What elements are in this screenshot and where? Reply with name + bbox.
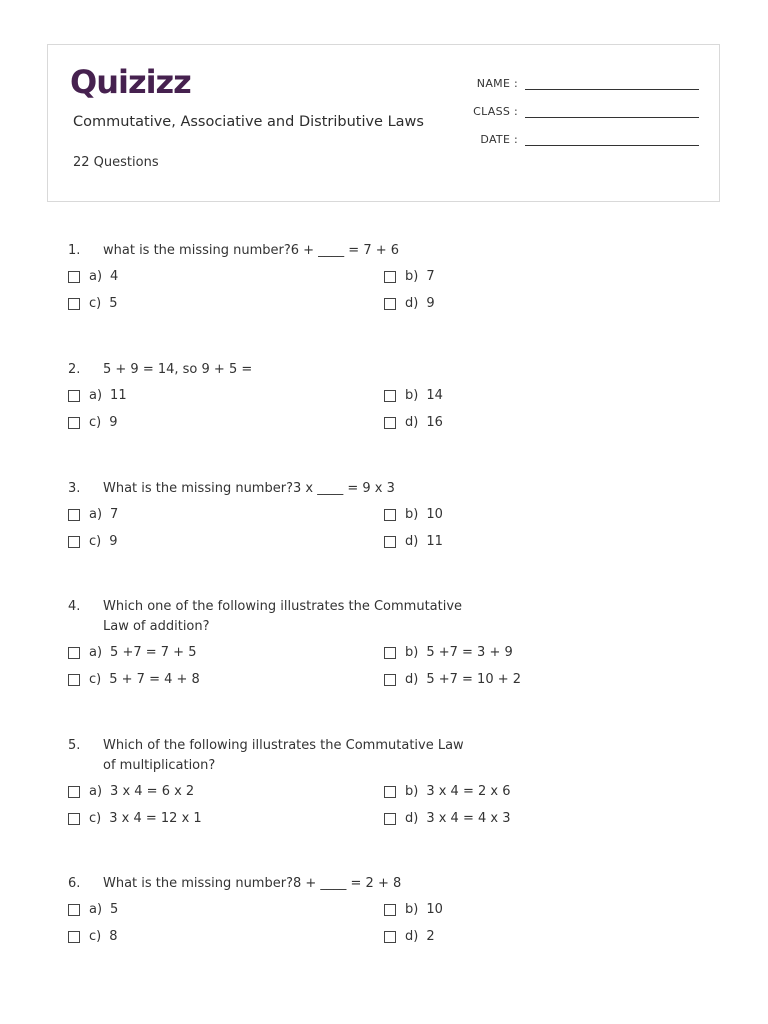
checkbox[interactable]	[384, 786, 396, 798]
option-b[interactable]	[384, 386, 700, 406]
checkbox[interactable]	[68, 674, 80, 686]
question-number: 6.	[68, 876, 81, 891]
option-letter: d)	[405, 672, 419, 687]
option-letter: d)	[405, 534, 419, 549]
option-letter: c)	[89, 415, 102, 430]
question-text: 5 + 9 = 14, so 9 + 5 =	[103, 362, 253, 377]
question-1	[68, 241, 728, 314]
option-b[interactable]	[384, 782, 700, 802]
checkbox[interactable]	[68, 647, 80, 659]
option-text: 7	[426, 269, 435, 284]
option-letter: c)	[89, 672, 102, 687]
option-text: 14	[426, 388, 443, 403]
class-field	[473, 105, 699, 118]
class-label: CLASS :	[473, 105, 518, 118]
class-blank-line	[525, 105, 699, 118]
option-a[interactable]	[68, 643, 384, 663]
name-blank-line	[525, 77, 699, 90]
option-d[interactable]	[384, 670, 700, 690]
option-b[interactable]	[384, 900, 700, 920]
option-letter: b)	[405, 784, 419, 799]
option-c[interactable]	[68, 532, 384, 552]
option-c[interactable]	[68, 927, 384, 947]
option-text: 8	[109, 929, 118, 944]
option-letter: b)	[405, 645, 419, 660]
option-letter: c)	[89, 296, 102, 311]
option-text: 3 x 4 = 6 x 2	[110, 784, 195, 799]
option-letter: b)	[405, 507, 419, 522]
option-letter: b)	[405, 269, 419, 284]
option-text: 9	[109, 415, 118, 430]
quizizz-logo-mark	[70, 63, 205, 103]
checkbox[interactable]	[384, 904, 396, 916]
option-text: 5	[110, 902, 119, 917]
option-b[interactable]	[384, 505, 700, 525]
checkbox[interactable]	[384, 813, 396, 825]
option-text: 5 + 7 = 4 + 8	[109, 672, 200, 687]
option-letter: c)	[89, 811, 102, 826]
option-letter: a)	[89, 388, 103, 403]
checkbox[interactable]	[68, 931, 80, 943]
option-a[interactable]	[68, 900, 384, 920]
option-text: 5	[109, 296, 118, 311]
checkbox[interactable]	[68, 786, 80, 798]
name-label: NAME :	[476, 77, 518, 90]
option-c[interactable]	[68, 670, 384, 690]
option-d[interactable]	[384, 294, 700, 314]
question-text: What is the missing number?3 x ____ = 9 x 3	[103, 481, 395, 496]
question-number: 5.	[68, 738, 81, 753]
checkbox[interactable]	[384, 509, 396, 521]
option-letter: b)	[405, 388, 419, 403]
option-letter: b)	[405, 902, 419, 917]
question-6	[68, 874, 728, 947]
option-text: 5 +7 = 10 + 2	[426, 672, 522, 687]
option-text: 11	[110, 388, 127, 403]
option-d[interactable]	[384, 532, 700, 552]
question-number: 4.	[68, 599, 81, 614]
checkbox[interactable]	[68, 904, 80, 916]
option-text: 3 x 4 = 4 x 3	[426, 811, 511, 826]
name-field	[477, 77, 699, 90]
question-4	[68, 597, 728, 690]
option-c[interactable]	[68, 809, 384, 829]
option-d[interactable]	[384, 927, 700, 947]
option-letter: d)	[405, 811, 419, 826]
worksheet-header	[47, 44, 720, 202]
question-number: 2.	[68, 362, 81, 377]
option-letter: a)	[89, 269, 103, 284]
question-text: What is the missing number?8 + ____ = 2 + 8	[103, 876, 402, 891]
checkbox[interactable]	[384, 298, 396, 310]
date-label: DATE :	[480, 133, 518, 146]
checkbox[interactable]	[384, 271, 396, 283]
option-text: 9	[426, 296, 435, 311]
option-letter: d)	[405, 415, 419, 430]
option-d[interactable]	[384, 413, 700, 433]
option-text: 7	[110, 507, 119, 522]
checkbox[interactable]	[68, 298, 80, 310]
checkbox[interactable]	[384, 390, 396, 402]
option-c[interactable]	[68, 294, 384, 314]
option-letter: c)	[89, 929, 102, 944]
option-letter: d)	[405, 929, 419, 944]
checkbox[interactable]	[68, 271, 80, 283]
option-text: 2	[426, 929, 435, 944]
option-text: 5 +7 = 3 + 9	[426, 645, 513, 660]
question-number: 3.	[68, 481, 81, 496]
question-5	[68, 736, 728, 829]
option-a[interactable]	[68, 782, 384, 802]
question-count: 22 Questions	[73, 155, 159, 170]
question-text: Which of the following illustrates the Commutative Law of multiplication?	[103, 738, 464, 773]
option-letter: a)	[89, 784, 103, 799]
question-number: 1.	[68, 243, 81, 258]
option-text: 10	[426, 902, 443, 917]
question-text: what is the missing number?6 + ____ = 7 + 6	[103, 243, 400, 258]
option-a[interactable]	[68, 267, 384, 287]
option-d[interactable]	[384, 809, 700, 829]
option-a[interactable]	[68, 505, 384, 525]
option-letter: a)	[89, 902, 103, 917]
option-text: 4	[110, 269, 119, 284]
checkbox[interactable]	[384, 674, 396, 686]
option-text: 5 +7 = 7 + 5	[110, 645, 197, 660]
option-b[interactable]	[384, 267, 700, 287]
option-a[interactable]	[68, 386, 384, 406]
checkbox[interactable]	[68, 417, 80, 429]
worksheet-title: Commutative, Associative and Distributive Laws	[73, 114, 424, 130]
checkbox[interactable]	[384, 417, 396, 429]
checkbox[interactable]	[68, 536, 80, 548]
date-blank-line	[525, 133, 699, 146]
checkbox[interactable]	[384, 647, 396, 659]
option-text: 11	[426, 534, 443, 549]
option-text: 9	[109, 534, 118, 549]
option-letter: a)	[89, 645, 103, 660]
checkbox[interactable]	[384, 536, 396, 548]
date-field	[480, 133, 699, 146]
question-text: Which one of the following illustrates the Commutative Law of addition?	[103, 599, 463, 634]
option-letter: a)	[89, 507, 103, 522]
option-letter: c)	[89, 534, 102, 549]
checkbox[interactable]	[68, 813, 80, 825]
question-2	[68, 360, 728, 433]
option-letter: d)	[405, 296, 419, 311]
checkbox[interactable]	[68, 390, 80, 402]
checkbox[interactable]	[384, 931, 396, 943]
option-text: 3 x 4 = 12 x 1	[109, 811, 202, 826]
option-text: 3 x 4 = 2 x 6	[426, 784, 511, 799]
option-b[interactable]	[384, 643, 700, 663]
option-c[interactable]	[68, 413, 384, 433]
question-3	[68, 479, 728, 552]
checkbox[interactable]	[68, 509, 80, 521]
quizizz-logo	[70, 63, 205, 103]
option-text: 10	[426, 507, 443, 522]
logo-text: Quizizz	[70, 63, 191, 101]
option-text: 16	[426, 415, 443, 430]
